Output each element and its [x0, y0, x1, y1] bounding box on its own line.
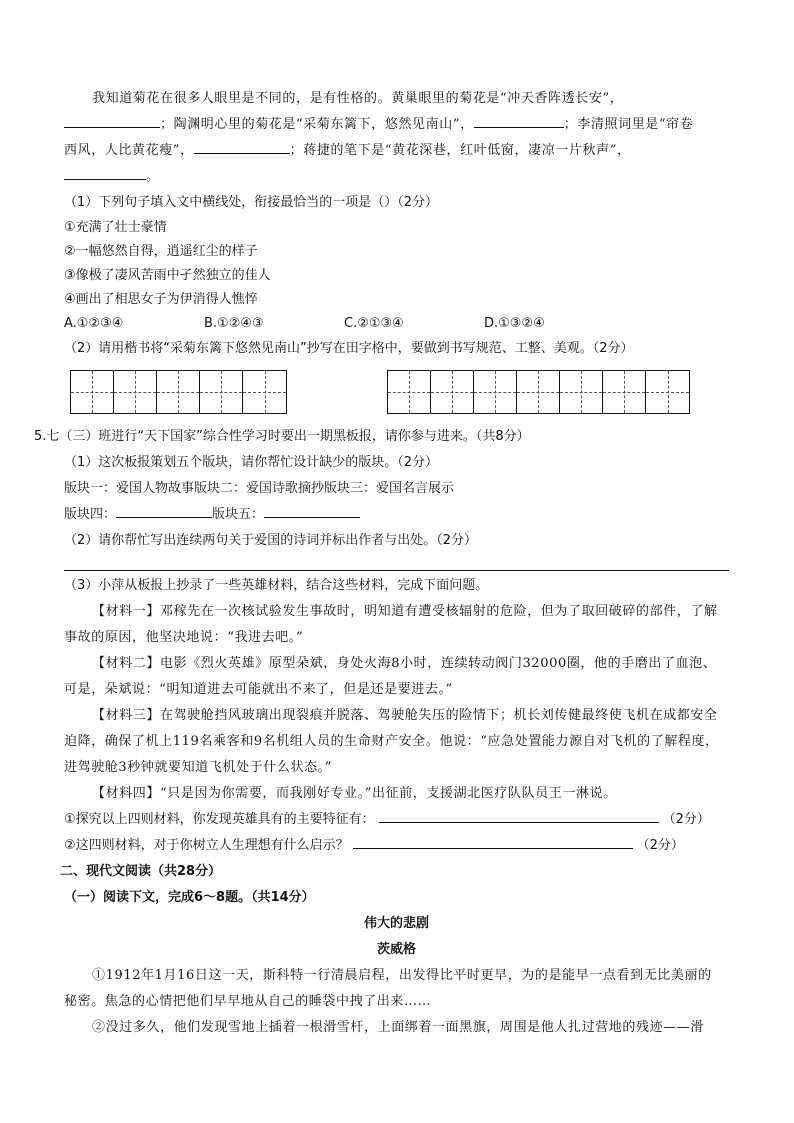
grid-cell[interactable] — [603, 371, 646, 413]
answer-blank-2[interactable] — [474, 113, 564, 128]
q5-part3: （3）小萍从板报上抄录了一些英雄材料，结合这些材料，完成下面问题。 — [64, 578, 489, 593]
answer-blank-1[interactable] — [64, 113, 160, 128]
sub-question-2: ②这四则材料，对于你树立人生理想有什么启示？ （2分） — [64, 833, 729, 859]
grid-cell[interactable] — [200, 371, 243, 413]
grid-cell[interactable] — [114, 371, 157, 413]
exam-page — [34, 86, 729, 1041]
answer-line[interactable] — [64, 570, 729, 571]
article-title: 伟大的悲剧 — [363, 916, 429, 931]
q1-stem: （1）下列句子填入文中横线处，衔接最恰当的一项是（）（2分） — [64, 195, 439, 210]
sq2-answer-line[interactable] — [353, 834, 633, 849]
q5-part1: （1）这次板报策划五个版块，请你帮忙设计缺少的版块。（2分） — [64, 455, 439, 470]
passage-line-3: 西风，人比黄花瘦”， ；蒋捷的笔下是“黄花深巷，红叶低窗，凄凉一片秋声”， — [64, 138, 729, 164]
sub-question-1: ①探究以上四则材料，你发现英雄具有的主要特征有： （2分） — [64, 807, 729, 833]
q1-options — [64, 312, 729, 336]
section-2-title: 二、现代文阅读（共28分） — [60, 864, 222, 879]
option-c[interactable]: C.②①③④ — [344, 316, 404, 331]
material-4: 【材料四】“只是因为你需要，而我刚好专业。”出征前，支援湖北医疗队队员王一淋说。 — [92, 786, 617, 801]
option-d[interactable]: D.①③②④ — [484, 316, 545, 331]
option-a[interactable]: A.①②③④ — [64, 316, 124, 331]
material-1-line-1: 【材料一】邓稼先在一次核试验发生事故时，明知道有遭受核辐射的危险，但为了取回破碎的部件，了解 — [92, 604, 718, 619]
sq1-answer-line[interactable] — [379, 808, 659, 823]
option-b[interactable]: B.①②④③ — [204, 316, 264, 331]
article-para-1-line-1: ①1912年1月16日这一天，斯科特一行清晨启程，出发得比平时更早，为的是能早一点看到无比美丽的 — [92, 968, 712, 983]
grid-cell[interactable] — [431, 371, 474, 413]
passage-line-2: ；陶渊明心里的菊花是“采菊东篱下，悠然见南山”， ；李清照词里是“帘卷 — [64, 112, 729, 138]
q5-title: 5.七（三）班进行“天下国家”综合性学习时要出一期黑板报，请你参与进来。（共8分） — [34, 429, 530, 444]
q1-sentence-1: ①充满了壮士豪情 — [64, 220, 167, 235]
grid-cell[interactable] — [388, 371, 431, 413]
q5-blocks: 版块一：爱国人物故事版块二：爱国诗歌摘抄版块三：爱国名言展示 — [64, 481, 455, 496]
material-3-line-1: 【材料三】在驾驶舱挡风玻璃出现裂痕并脱落、驾驶舱失压的险情下；机长刘传健最终使飞机在成都安全 — [92, 708, 718, 723]
answer-blank-3[interactable] — [194, 139, 290, 154]
grid-cell[interactable] — [71, 371, 114, 413]
tianzige-right[interactable] — [387, 370, 690, 414]
section-2-subtitle: （一）阅读下文，完成6～8题。（共14分） — [64, 890, 315, 905]
q1-sentence-4: ④画出了相思女子为伊消得人憔悴 — [64, 292, 258, 307]
passage-line-1: 我知道菊花在很多人眼里是不同的，是有性格的。黄巢眼里的菊花是“冲天香阵透长安”， — [92, 91, 624, 106]
grid-cell[interactable] — [646, 371, 689, 413]
grid-cell[interactable] — [243, 371, 286, 413]
article-author: 茨威格 — [376, 942, 416, 957]
block5-blank[interactable] — [264, 503, 360, 518]
grid-cell[interactable] — [517, 371, 560, 413]
material-3-line-2: 迫降，确保了机上119名乘客和9名机组人员的生命财产安全。他说：“应急处置能力源自对飞机的了解程度， — [64, 734, 719, 749]
block4-blank[interactable] — [116, 503, 212, 518]
article-para-2-line-1: ②没过多久，他们发现雪地上插着一根滑雪杆，上面绑着一面黑旗，周围是他人扎过营地的残迹——滑 — [92, 1020, 705, 1035]
tianzige-grids — [70, 370, 690, 414]
grid-cell[interactable] — [157, 371, 200, 413]
q1-sentence-2: ②一幅悠然自得，逍遥红尘的样子 — [64, 244, 258, 259]
grid-cell[interactable] — [560, 371, 603, 413]
grid-cell[interactable] — [474, 371, 517, 413]
q5-part2: （2）请你帮忙写出连续两句关于爱国的诗词并标出作者与出处。（2分） — [64, 533, 478, 548]
article-para-1-line-2: 秘密。焦急的心情把他们早早地从自己的睡袋中拽了出来…… — [64, 994, 432, 1009]
q5-blocks-4-5: 版块四： 版块五： — [64, 502, 729, 528]
tianzige-left[interactable] — [70, 370, 287, 414]
material-3-line-3: 进驾驶舱3秒钟就要知道飞机处于什么状态。” — [64, 760, 333, 775]
material-2-line-2: 可是，朵斌说：“明知道进去可能就出不来了，但是还是要进去。” — [64, 682, 453, 697]
q1-sentence-3: ③像极了凄风苦雨中孑然独立的佳人 — [64, 268, 271, 283]
passage-line-4: 。 — [64, 164, 729, 190]
q2-stem: （2）请用楷书将“采菊东篱下悠然见南山”抄写在田字格中，要做到书写规范、工整、美观。（2分） — [64, 341, 634, 356]
material-2-line-1: 【材料二】电影《烈火英雄》原型朵斌，身处火海8小时，连续转动阀门32000圈，他的手磨出了血泡、 — [92, 656, 717, 671]
material-1-line-2: 事故的原因，他坚决地说：“我进去吧。” — [64, 630, 304, 645]
answer-blank-4[interactable] — [64, 165, 146, 180]
